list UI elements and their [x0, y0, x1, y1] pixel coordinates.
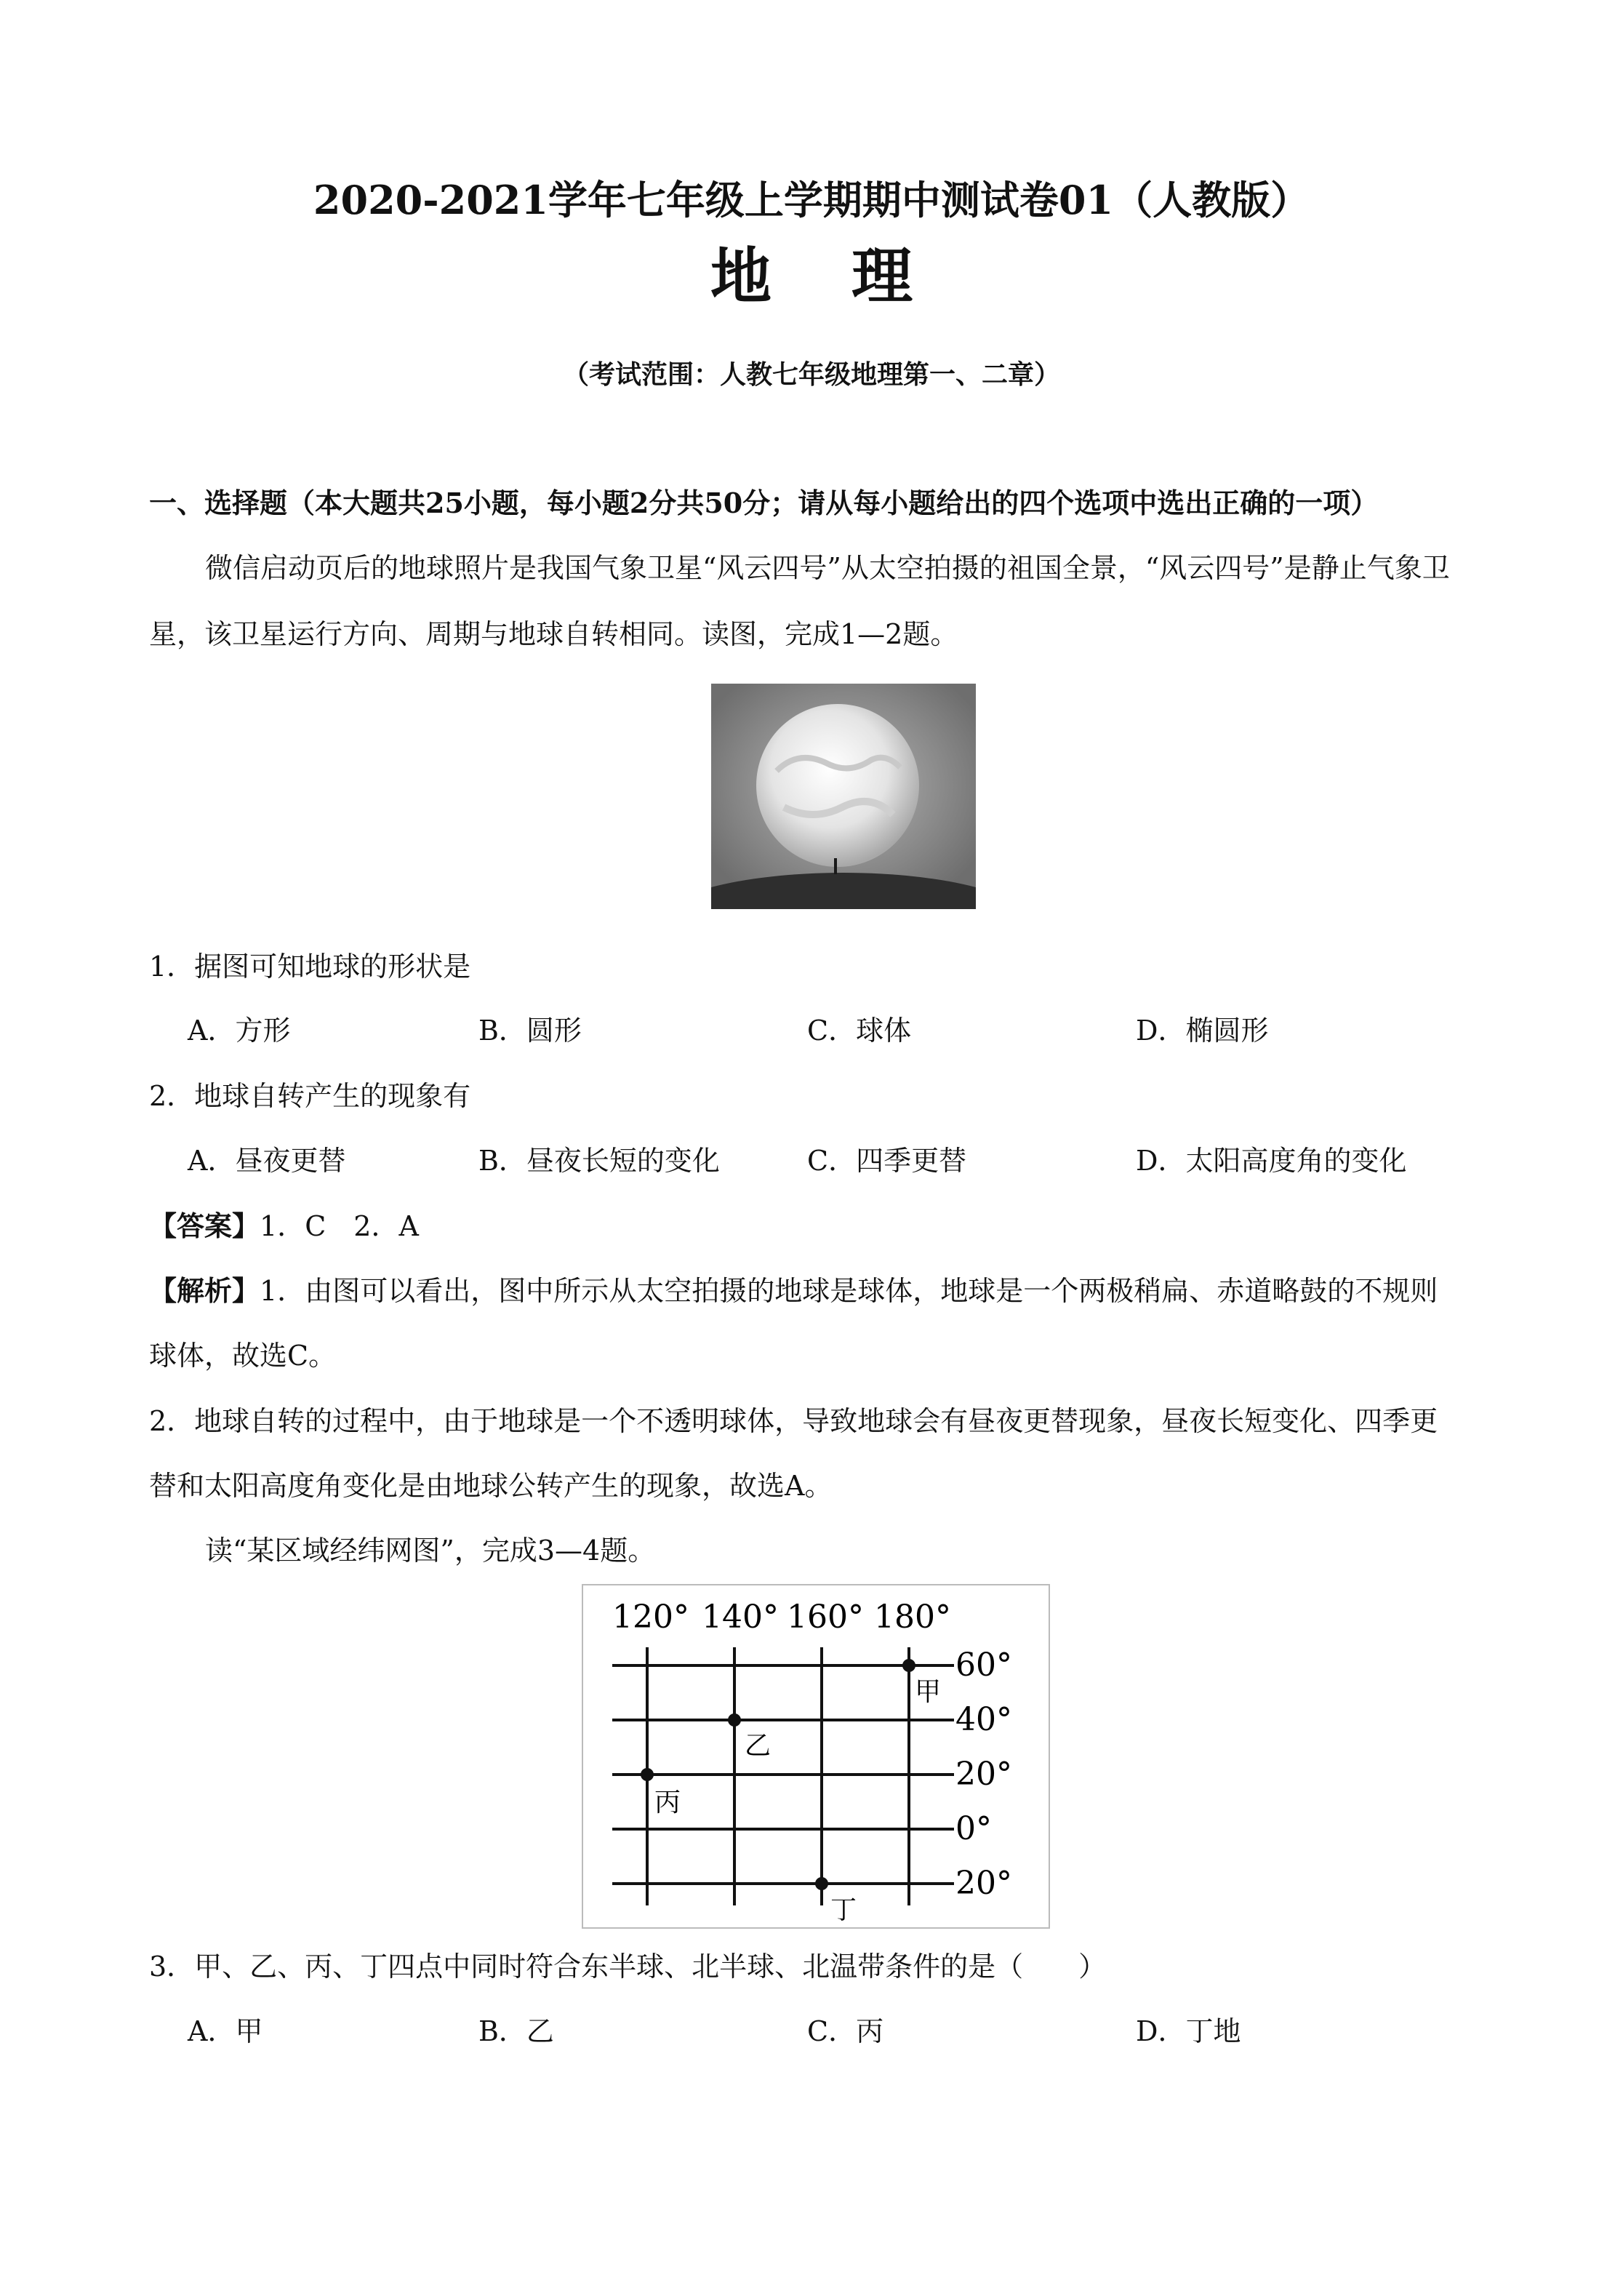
answer-label: 【答案】 [149, 1209, 260, 1242]
analysis-label: 【解析】 [149, 1274, 260, 1307]
analysis-line-4: 替和太阳高度角变化是由地球公转产生的现象，故选A。 [149, 1470, 833, 1502]
exam-title: 2020-2021学年七年级上学期期中测试卷01（人教版） [313, 177, 1310, 223]
earth-photo-figure [711, 684, 976, 909]
answer-text: 1．C 2．A [260, 1210, 419, 1242]
point-label-yi: 乙 [745, 1731, 772, 1761]
lat-label-60: 60° [955, 1647, 1012, 1684]
intro-3-4: 读“某区域经纬网图”，完成3—4题。 [205, 1535, 656, 1567]
point-yi [728, 1713, 741, 1727]
q3-option-c[interactable]: C．丙 [807, 2015, 884, 2047]
lat-label-20s: 20° [955, 1865, 1012, 1902]
q3-option-d[interactable]: D．丁地 [1136, 2015, 1241, 2047]
q2-option-b[interactable]: B．昼夜长短的变化 [478, 1145, 720, 1177]
lat-long-grid-figure [582, 1584, 1050, 1929]
analysis-line-2: 球体，故选C。 [149, 1340, 337, 1372]
exam-scope: （考试范围：人教七年级地理第一、二章） [562, 359, 1060, 390]
point-jia [902, 1659, 915, 1672]
analysis-text-1: 1．由图可以看出，图中所示从太空拍摄的地球是球体，地球是一个两极稍扁、赤道略鼓的不规则 [260, 1275, 1438, 1307]
question-3-stem: 3．甲、乙、丙、丁四点中同时符合东半球、北半球、北温带条件的是（ ） [149, 1951, 1107, 1983]
q1-option-c[interactable]: C．球体 [807, 1015, 912, 1047]
lat-label-0: 0° [955, 1810, 992, 1847]
earth-photo-illustration [711, 684, 976, 909]
intro-line-1: 微信启动页后的地球照片是我国气象卫星“风云四号”从太空拍摄的祖国全景，“风云四号”是静止气象卫 [205, 552, 1450, 584]
point-bing [641, 1768, 654, 1781]
q1-option-a[interactable]: A．方形 [188, 1015, 291, 1047]
q3-option-a[interactable]: A．甲 [188, 2015, 263, 2047]
q1-option-b[interactable]: B．圆形 [478, 1015, 582, 1047]
lon-label-160: 160° [787, 1599, 864, 1636]
q2-option-d[interactable]: D．太阳高度角的变化 [1136, 1145, 1407, 1177]
intro-line-2: 星，该卫星运行方向、周期与地球自转相同。读图，完成1—2题。 [149, 618, 958, 650]
question-1-stem: 1．据图可知地球的形状是 [149, 951, 471, 983]
lat-long-grid-svg [583, 1585, 1049, 1927]
analysis-line-3: 2．地球自转的过程中，由于地球是一个不透明球体，导致地球会有昼夜更替现象，昼夜长短变化、四季更 [149, 1405, 1438, 1437]
point-label-ding: 丁 [830, 1895, 857, 1925]
lat-label-40: 40° [955, 1701, 1012, 1738]
q2-option-a[interactable]: A．昼夜更替 [188, 1145, 346, 1177]
analysis-line-1 [149, 1272, 1438, 1310]
point-label-jia: 甲 [915, 1677, 942, 1707]
q2-option-c[interactable]: C．四季更替 [807, 1145, 967, 1177]
answer-line [149, 1207, 419, 1245]
point-ding [815, 1877, 828, 1890]
lon-label-140: 140° [702, 1599, 779, 1636]
lon-label-120: 120° [612, 1599, 689, 1636]
question-2-stem: 2．地球自转产生的现象有 [149, 1080, 471, 1112]
lat-label-20n: 20° [955, 1756, 1012, 1793]
subject-title: 地理 [710, 240, 993, 312]
section-heading: 一、选择题（本大题共25小题，每小题2分共50分；请从每小题给出的四个选项中选出正确的一项） [149, 487, 1379, 519]
q3-option-b[interactable]: B．乙 [478, 2015, 554, 2047]
point-label-bing: 丙 [654, 1788, 681, 1817]
q1-option-d[interactable]: D．椭圆形 [1136, 1015, 1269, 1047]
lon-label-180: 180° [874, 1599, 951, 1636]
